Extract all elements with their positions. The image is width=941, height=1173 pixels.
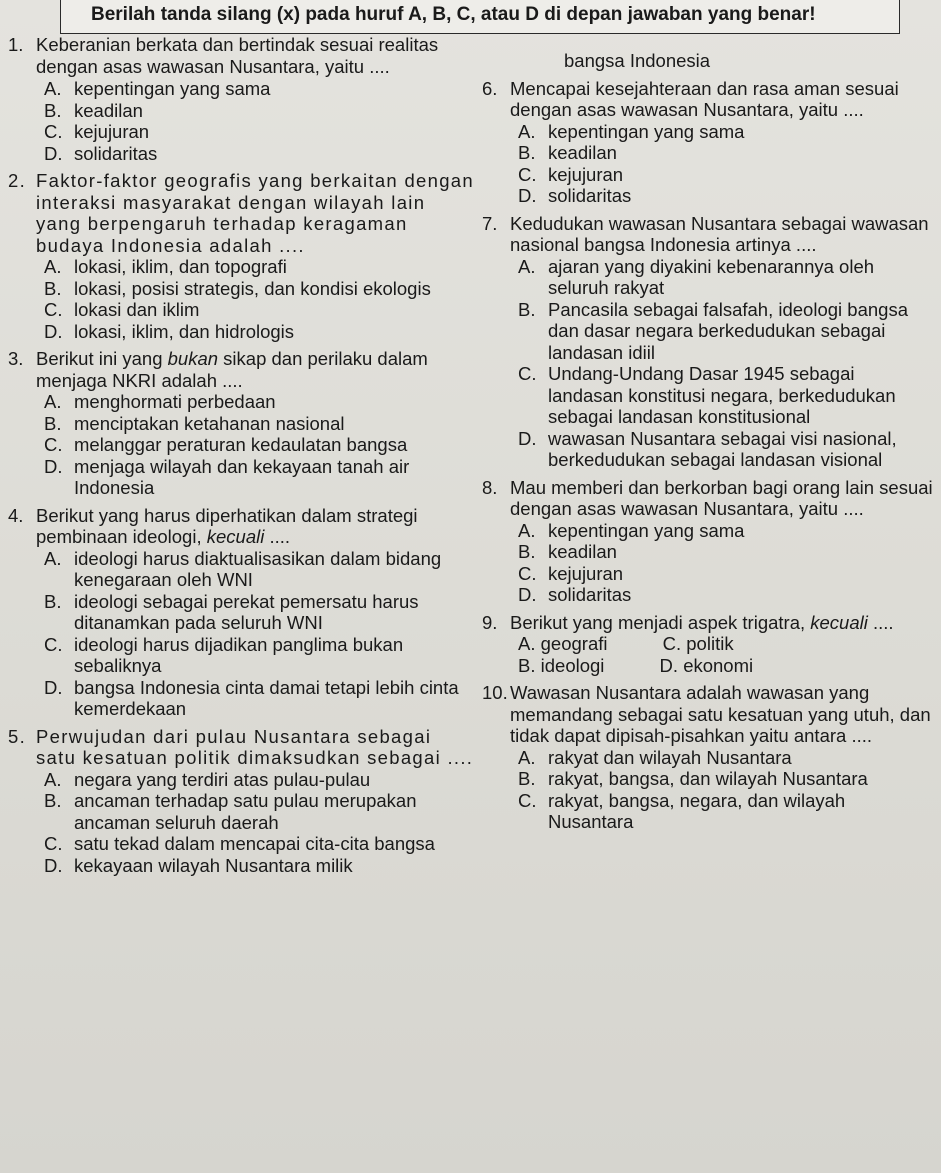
option-letter: D. <box>44 854 63 876</box>
q6-option-d[interactable] <box>518 185 934 207</box>
question-4 <box>8 505 476 548</box>
option-letter: D. <box>518 427 537 449</box>
q8-option-d[interactable] <box>518 584 934 606</box>
option-letter: C. <box>518 363 537 384</box>
option-text: kejujuran <box>74 121 150 142</box>
option-text: solidaritas <box>74 142 158 164</box>
option-letter: C. <box>44 833 63 854</box>
option-text: rakyat, bangsa, negara, dan wilayah Nusantara <box>548 789 846 832</box>
option-letter: D. <box>518 185 537 206</box>
q6-option-c[interactable] <box>518 164 934 186</box>
option-letter: C. <box>662 633 682 654</box>
q3-option-a[interactable] <box>44 391 476 413</box>
q2-option-a[interactable] <box>44 256 476 278</box>
option-text: keadilan <box>548 142 617 163</box>
question-number: 1. <box>8 34 24 55</box>
q9-option-d[interactable] <box>660 655 754 677</box>
q9-option-c[interactable] <box>663 633 734 655</box>
q5-option-b[interactable] <box>44 790 476 833</box>
q9-option-b[interactable] <box>518 655 604 677</box>
option-text: kejujuran <box>548 163 624 185</box>
question-6 <box>482 78 934 121</box>
option-text: menciptakan ketahanan nasional <box>74 412 345 434</box>
option-text: ideologi harus dijadikan panglima bukan sebaliknya <box>74 633 404 676</box>
q2-option-c[interactable] <box>44 299 476 321</box>
q5-carryover-text: bangsa Indonesia <box>564 50 711 71</box>
option-letter: B. <box>44 590 62 612</box>
option-letter: A. <box>518 255 536 277</box>
question-2 <box>8 170 476 256</box>
option-letter: C. <box>44 633 63 655</box>
option-text: bangsa Indonesia cinta damai tetapi lebih cinta kemerdekaan <box>74 676 459 719</box>
q4-option-d[interactable] <box>44 677 476 720</box>
q10-option-b[interactable] <box>518 768 934 790</box>
question-number: 7. <box>482 212 498 234</box>
option-text: menghormati perbedaan <box>74 391 276 412</box>
question-number: 6. <box>482 77 498 99</box>
emphasis-word: kecuali <box>810 611 868 633</box>
option-letter: B. <box>518 768 536 789</box>
q7-option-d[interactable] <box>518 428 934 471</box>
question-stem: Berikut ini yang bukan sikap dan perilaku dalam menjaga NKRI adalah .... <box>36 348 428 391</box>
q4-option-b[interactable] <box>44 591 476 634</box>
option-text: rakyat dan wilayah Nusantara <box>548 746 792 768</box>
option-text: politik <box>686 633 734 654</box>
option-text: lokasi, iklim, dan hidrologis <box>74 320 295 342</box>
q9-options-row-2 <box>518 655 934 677</box>
question-stem: Faktor-faktor geografis yang berkaitan dengan interaksi masyarakat dengan wilayah lain yang berpengaruh terhadap keragaman budaya Indonesia adalah .... <box>36 170 474 256</box>
option-text: wawasan Nusantara sebagai visi nasional, berkedudukan sebagai landasan visional <box>548 427 897 470</box>
option-text: ekonomi <box>683 654 754 676</box>
q2-option-d[interactable] <box>44 321 476 343</box>
question-stem: Keberanian berkata dan bertindak sesuai realitas dengan asas wawasan Nusantara, yaitu .... <box>36 34 439 77</box>
question-9 <box>482 612 934 634</box>
option-letter: B. <box>518 298 536 320</box>
option-letter: B. <box>44 790 62 811</box>
question-8 <box>482 477 934 520</box>
question-number: 8. <box>482 476 498 498</box>
option-letter: A. <box>518 519 536 541</box>
option-text: Undang-Undang Dasar 1945 sebagai landasan konstitusi negara, berkedudukan sebagai landasan konstitusional <box>548 363 896 427</box>
q10-option-a[interactable] <box>518 747 934 769</box>
q9-option-a[interactable] <box>518 633 607 655</box>
q3-option-d[interactable] <box>44 456 476 499</box>
question-number: 5. <box>8 725 27 747</box>
q1-option-b[interactable] <box>44 100 476 122</box>
question-3 <box>8 348 476 391</box>
option-letter: C. <box>44 434 63 455</box>
question-stem: Kedudukan wawasan Nusantara sebagai wawasan nasional bangsa Indonesia artinya .... <box>510 212 929 255</box>
question-7 <box>482 213 934 256</box>
option-letter: B. <box>518 142 536 163</box>
option-text: lokasi, posisi strategis, dan kondisi ekologis <box>74 277 431 299</box>
option-text: kejujuran <box>548 562 624 584</box>
left-column <box>8 34 476 876</box>
question-number: 4. <box>8 504 24 526</box>
q9-options-row-1 <box>518 633 934 655</box>
option-text: ajaran yang diyakini kebenarannya oleh seluruh rakyat <box>548 255 875 298</box>
question-stem: Wawasan Nusantara adalah wawasan yang memandang sebagai satu kesatuan yang utuh, dan tidak dapat dipisah-pisahkan yaitu antara .... <box>510 682 931 746</box>
option-text: keadilan <box>548 541 617 562</box>
option-text: keadilan <box>74 99 143 121</box>
option-text: ideologi harus diaktualisasikan dalam bidang kenegaraan oleh WNI <box>74 547 442 590</box>
option-text: solidaritas <box>548 185 632 206</box>
q3-option-c[interactable] <box>44 434 476 456</box>
q3-option-b[interactable] <box>44 413 476 435</box>
q10-option-c[interactable] <box>518 790 934 833</box>
option-letter: C. <box>518 562 537 584</box>
option-text: ancaman terhadap satu pulau merupakan ancaman seluruh daerah <box>74 790 417 833</box>
option-letter: A. <box>518 633 536 654</box>
q7-option-c[interactable] <box>518 363 934 428</box>
option-letter: D. <box>44 142 63 164</box>
option-letter: A. <box>44 78 62 99</box>
option-text: ideologi sebagai perekat pemersatu harus ditanamkan pada seluruh WNI <box>74 590 419 633</box>
option-text: kepentingan yang sama <box>548 519 745 541</box>
option-letter: C. <box>518 163 537 185</box>
question-stem: Mencapai kesejahteraan dan rasa aman sesuai dengan asas wawasan Nusantara, yaitu .... <box>510 77 899 120</box>
q7-option-b[interactable] <box>518 299 934 364</box>
q5-option-d[interactable] <box>44 855 476 877</box>
option-text: kekayaan wilayah Nusantara milik <box>74 854 353 876</box>
option-text: ideologi <box>540 654 605 676</box>
emphasis-word: kecuali <box>206 526 265 547</box>
q2-option-b[interactable] <box>44 278 476 300</box>
option-text: lokasi dan iklim <box>74 299 200 320</box>
q1-option-c[interactable] <box>44 121 476 143</box>
question-1 <box>8 34 476 77</box>
option-letter: B. <box>518 654 536 676</box>
option-text: geografi <box>540 633 608 654</box>
option-letter: C. <box>518 789 537 811</box>
q5-option-c[interactable] <box>44 833 476 855</box>
option-letter: A. <box>44 391 62 412</box>
q8-option-c[interactable] <box>518 563 934 585</box>
q4-option-a[interactable] <box>44 548 476 591</box>
option-letter: A. <box>44 256 62 277</box>
right-column <box>482 50 934 833</box>
question-number: 10. <box>482 682 508 703</box>
option-letter: C. <box>44 299 63 320</box>
instructions-header: Berilah tanda silang (x) pada huruf A, B, C, atau D di depan jawaban yang benar! <box>60 0 900 34</box>
option-text: satu tekad dalam mencapai cita-cita bangsa <box>74 833 435 854</box>
option-text: kepentingan yang sama <box>548 120 745 142</box>
option-letter: B. <box>44 99 62 121</box>
option-letter: A. <box>44 768 62 790</box>
option-letter: B. <box>44 412 62 434</box>
question-number: 2. <box>8 170 27 191</box>
question-stem: Perwujudan dari pulau Nusantara sebagai satu kesatuan politik dimaksudkan sebagai .... <box>36 725 474 768</box>
option-letter: D. <box>44 320 63 342</box>
option-text: Pancasila sebagai falsafah, ideologi bangsa dan dasar negara berkedudukan sebagai landasan idiil <box>548 298 908 363</box>
option-text: negara yang terdiri atas pulau-pulau <box>74 768 371 790</box>
option-letter: D. <box>518 584 537 605</box>
option-letter: C. <box>44 121 63 142</box>
emphasis-word: bukan <box>167 348 219 369</box>
question-stem: Mau memberi dan berkorban bagi orang lain sesuai dengan asas wawasan Nusantara, yaitu .... <box>510 476 933 519</box>
option-text: melanggar peraturan kedaulatan bangsa <box>74 434 408 455</box>
question-number: 9. <box>482 611 498 633</box>
q6-option-b[interactable] <box>518 142 934 164</box>
question-10 <box>482 682 934 747</box>
q4-option-c[interactable] <box>44 634 476 677</box>
question-stem: Berikut yang menjadi aspek trigatra, kecuali .... <box>510 611 894 633</box>
option-letter: B. <box>518 541 536 562</box>
option-text: kepentingan yang sama <box>74 78 271 99</box>
option-letter: D. <box>659 654 679 676</box>
option-text: rakyat, bangsa, dan wilayah Nusantara <box>548 768 868 789</box>
q6-option-a[interactable] <box>518 121 934 143</box>
option-text: lokasi, iklim, dan topografi <box>74 256 287 277</box>
question-number: 3. <box>8 348 24 369</box>
q5-option-a[interactable] <box>44 769 476 791</box>
option-letter: D. <box>44 676 63 698</box>
q7-option-a[interactable] <box>518 256 934 299</box>
option-text: menjaga wilayah dan kekayaan tanah air Indonesia <box>74 455 410 498</box>
option-letter: A. <box>518 746 536 768</box>
option-letter: B. <box>44 277 62 299</box>
q1-option-a[interactable] <box>44 78 476 100</box>
option-letter: A. <box>518 120 536 142</box>
q8-option-a[interactable] <box>518 520 934 542</box>
question-stem: Berikut yang harus diperhatikan dalam strategi pembinaan ideologi, kecuali .... <box>36 504 418 547</box>
option-letter: D. <box>44 455 63 477</box>
option-letter: A. <box>44 547 62 569</box>
q8-option-b[interactable] <box>518 541 934 563</box>
option-text: solidaritas <box>548 584 632 605</box>
question-5 <box>8 726 476 769</box>
q1-option-d[interactable] <box>44 143 476 165</box>
